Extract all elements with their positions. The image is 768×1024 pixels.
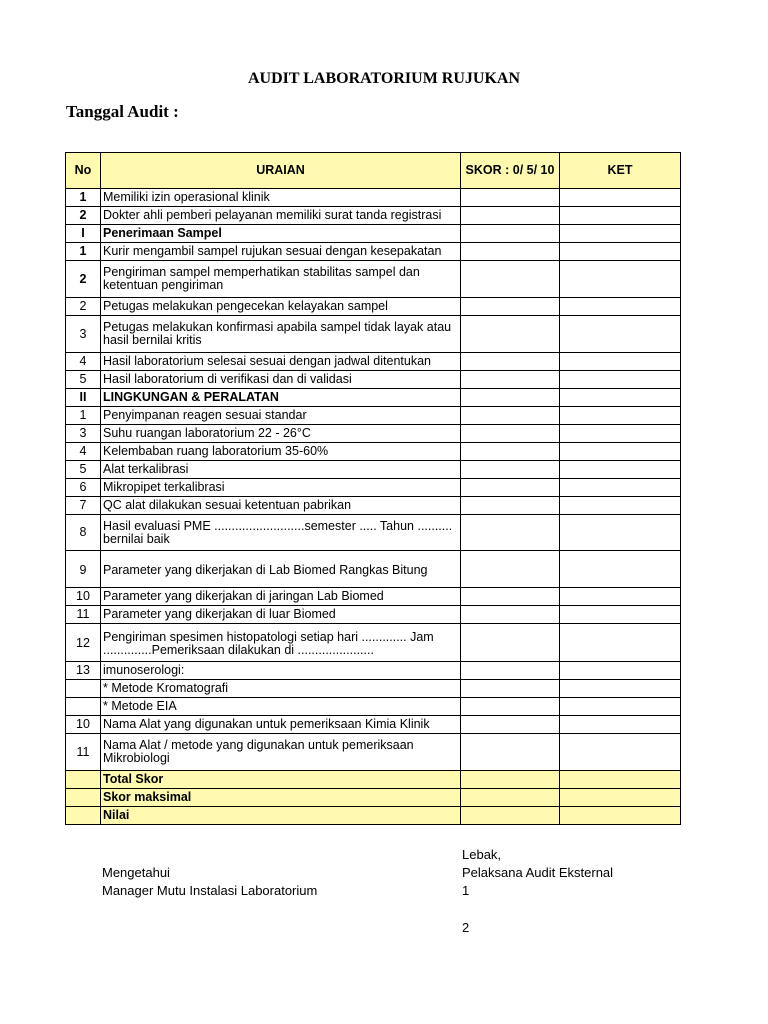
table-row xyxy=(66,316,681,353)
row-text: Pengiriman spesimen histopatologi setiap hari ............. Jam ..............Pemeriksaan dilakukan di ...................... xyxy=(101,624,461,662)
header-ket: KET xyxy=(560,153,681,189)
section-number: I xyxy=(66,225,101,243)
table-row xyxy=(66,680,681,698)
row-text: Nama Alat yang digunakan untuk pemeriksaan Kimia Klinik xyxy=(101,716,461,734)
score-cell[interactable] xyxy=(461,698,560,716)
row-text: Suhu ruangan laboratorium 22 - 26°C xyxy=(101,425,461,443)
note-cell[interactable] xyxy=(560,662,681,680)
table-row xyxy=(66,407,681,425)
row-text: QC alat dilakukan sesuai ketentuan pabrikan xyxy=(101,497,461,515)
score-cell[interactable] xyxy=(461,189,560,207)
signature-line-1: 1 xyxy=(462,883,470,898)
table-row xyxy=(66,497,681,515)
note-cell[interactable] xyxy=(560,261,681,298)
row-text: Kelembaban ruang laboratorium 35-60% xyxy=(101,443,461,461)
note-cell[interactable] xyxy=(560,716,681,734)
table-row xyxy=(66,716,681,734)
quality-manager-label: Manager Mutu Instalasi Laboratorium xyxy=(102,883,318,898)
note-cell[interactable] xyxy=(560,425,681,443)
note-cell[interactable] xyxy=(560,461,681,479)
row-number: 4 xyxy=(66,443,101,461)
score-cell[interactable] xyxy=(461,734,560,771)
table-row xyxy=(66,461,681,479)
score-cell[interactable] xyxy=(461,243,560,261)
table-row xyxy=(66,551,681,588)
grade-value[interactable] xyxy=(461,807,560,825)
row-number: 8 xyxy=(66,515,101,551)
note-cell[interactable] xyxy=(560,225,681,243)
row-text: Parameter yang dikerjakan di jaringan Lab Biomed xyxy=(101,588,461,606)
score-cell[interactable] xyxy=(461,261,560,298)
row-text: Kurir mengambil sampel rujukan sesuai dengan kesepakatan xyxy=(101,243,461,261)
row-number xyxy=(66,698,101,716)
grade-label: Nilai xyxy=(101,807,461,825)
table-header-row xyxy=(66,153,681,189)
table-row xyxy=(66,443,681,461)
note-cell[interactable] xyxy=(560,389,681,407)
grade-no-cell xyxy=(66,807,101,825)
score-cell[interactable] xyxy=(461,443,560,461)
row-text: Hasil evaluasi PME ..........................semester ..... Tahun .......... bernilai baik xyxy=(101,515,461,551)
score-cell[interactable] xyxy=(461,606,560,624)
score-cell[interactable] xyxy=(461,497,560,515)
note-cell[interactable] xyxy=(560,588,681,606)
row-text: Parameter yang dikerjakan di Lab Biomed Rangkas Bitung xyxy=(101,551,461,588)
score-cell[interactable] xyxy=(461,624,560,662)
max-score-note[interactable] xyxy=(560,789,681,807)
row-number: 1 xyxy=(66,407,101,425)
row-text: Petugas melakukan konfirmasi apabila sampel tidak layak atau hasil bernilai kritis xyxy=(101,316,461,353)
audit-table xyxy=(65,152,681,825)
score-cell[interactable] xyxy=(461,479,560,497)
audit-date-label: Tanggal Audit : xyxy=(66,102,179,121)
total-score-row xyxy=(66,771,681,789)
note-cell[interactable] xyxy=(560,316,681,353)
score-cell[interactable] xyxy=(461,298,560,316)
section-number: II xyxy=(66,389,101,407)
row-number: 5 xyxy=(66,371,101,389)
note-cell[interactable] xyxy=(560,497,681,515)
row-text: * Metode Kromatografi xyxy=(101,680,461,698)
row-text: Nama Alat / metode yang digunakan untuk pemeriksaan Mikrobiologi xyxy=(101,734,461,771)
table-row xyxy=(66,261,681,298)
row-number: 10 xyxy=(66,588,101,606)
document-title: AUDIT LABORATORIUM RUJUKAN xyxy=(247,70,521,87)
row-number: 12 xyxy=(66,624,101,662)
score-cell[interactable] xyxy=(461,461,560,479)
note-cell[interactable] xyxy=(560,698,681,716)
header-no: No xyxy=(66,153,101,189)
row-number: 2 xyxy=(66,298,101,316)
note-cell[interactable] xyxy=(560,189,681,207)
row-text: imunoserologi: xyxy=(101,662,461,680)
row-number: 3 xyxy=(66,425,101,443)
section-row xyxy=(66,389,681,407)
signature-line-2: 2 xyxy=(462,920,470,935)
note-cell[interactable] xyxy=(560,515,681,551)
table-row xyxy=(66,515,681,551)
row-text: Pengiriman sampel memperhatikan stabilitas sampel dan ketentuan pengiriman xyxy=(101,261,461,298)
score-cell[interactable] xyxy=(461,588,560,606)
section-row xyxy=(66,225,681,243)
score-cell[interactable] xyxy=(461,662,560,680)
score-cell[interactable] xyxy=(461,680,560,698)
row-text: Memiliki izin operasional klinik xyxy=(101,189,461,207)
note-cell[interactable] xyxy=(560,207,681,225)
row-text: Mikropipet terkalibrasi xyxy=(101,479,461,497)
score-cell[interactable] xyxy=(461,716,560,734)
row-text: Alat terkalibrasi xyxy=(101,461,461,479)
row-number: 9 xyxy=(66,551,101,588)
acknowledged-label: Mengetahui xyxy=(102,865,170,880)
note-cell[interactable] xyxy=(560,298,681,316)
external-auditor-label: Pelaksana Audit Eksternal xyxy=(462,865,614,880)
row-number: 2 xyxy=(66,261,101,298)
note-cell[interactable] xyxy=(560,479,681,497)
note-cell[interactable] xyxy=(560,734,681,771)
table-row xyxy=(66,243,681,261)
row-text: Dokter ahli pemberi pelayanan memiliki surat tanda registrasi xyxy=(101,207,461,225)
row-number: 11 xyxy=(66,734,101,771)
note-cell[interactable] xyxy=(560,353,681,371)
row-number: 5 xyxy=(66,461,101,479)
note-cell[interactable] xyxy=(560,680,681,698)
row-number: 2 xyxy=(66,207,101,225)
score-cell[interactable] xyxy=(461,207,560,225)
score-cell[interactable] xyxy=(461,225,560,243)
score-cell[interactable] xyxy=(461,353,560,371)
total-score-note[interactable] xyxy=(560,771,681,789)
max-no-cell xyxy=(66,789,101,807)
header-uraian: URAIAN xyxy=(101,153,461,189)
row-number: 1 xyxy=(66,243,101,261)
total-score-label: Total Skor xyxy=(101,771,461,789)
signature-place: Lebak, xyxy=(462,847,502,862)
row-text: Parameter yang dikerjakan di luar Biomed xyxy=(101,606,461,624)
section-title: Penerimaan Sampel xyxy=(101,225,461,243)
score-cell[interactable] xyxy=(461,316,560,353)
max-score-row xyxy=(66,789,681,807)
row-text: * Metode EIA xyxy=(101,698,461,716)
total-score-value[interactable] xyxy=(461,771,560,789)
row-number xyxy=(66,680,101,698)
row-number: 10 xyxy=(66,716,101,734)
row-number: 11 xyxy=(66,606,101,624)
row-number: 13 xyxy=(66,662,101,680)
row-number: 3 xyxy=(66,316,101,353)
row-number: 6 xyxy=(66,479,101,497)
note-cell[interactable] xyxy=(560,243,681,261)
row-text: Hasil laboratorium di verifikasi dan di validasi xyxy=(101,371,461,389)
row-text: Penyimpanan reagen sesuai standar xyxy=(101,407,461,425)
table-row xyxy=(66,425,681,443)
grade-row xyxy=(66,807,681,825)
row-number: 4 xyxy=(66,353,101,371)
note-cell[interactable] xyxy=(560,371,681,389)
max-score-label: Skor maksimal xyxy=(101,789,461,807)
grade-note[interactable] xyxy=(560,807,681,825)
note-cell[interactable] xyxy=(560,624,681,662)
score-cell[interactable] xyxy=(461,515,560,551)
max-score-value[interactable] xyxy=(461,789,560,807)
score-cell[interactable] xyxy=(461,407,560,425)
score-cell[interactable] xyxy=(461,425,560,443)
score-cell[interactable] xyxy=(461,389,560,407)
table-row xyxy=(66,189,681,207)
note-cell[interactable] xyxy=(560,551,681,588)
note-cell[interactable] xyxy=(560,606,681,624)
table-row xyxy=(66,353,681,371)
table-row xyxy=(66,606,681,624)
row-number: 7 xyxy=(66,497,101,515)
total-no-cell xyxy=(66,771,101,789)
note-cell[interactable] xyxy=(560,407,681,425)
table-row xyxy=(66,624,681,662)
table-row xyxy=(66,698,681,716)
note-cell[interactable] xyxy=(560,443,681,461)
score-cell[interactable] xyxy=(461,371,560,389)
table-row xyxy=(66,298,681,316)
table-row xyxy=(66,371,681,389)
row-text: Hasil laboratorium selesai sesuai dengan jadwal ditentukan xyxy=(101,353,461,371)
table-row xyxy=(66,207,681,225)
row-number: 1 xyxy=(66,189,101,207)
table-row xyxy=(66,662,681,680)
section-title: LINGKUNGAN & PERALATAN xyxy=(101,389,461,407)
header-skor: SKOR : 0/ 5/ 10 xyxy=(461,153,560,189)
score-cell[interactable] xyxy=(461,551,560,588)
table-row xyxy=(66,479,681,497)
table-row xyxy=(66,734,681,771)
row-text: Petugas melakukan pengecekan kelayakan sampel xyxy=(101,298,461,316)
table-row xyxy=(66,588,681,606)
